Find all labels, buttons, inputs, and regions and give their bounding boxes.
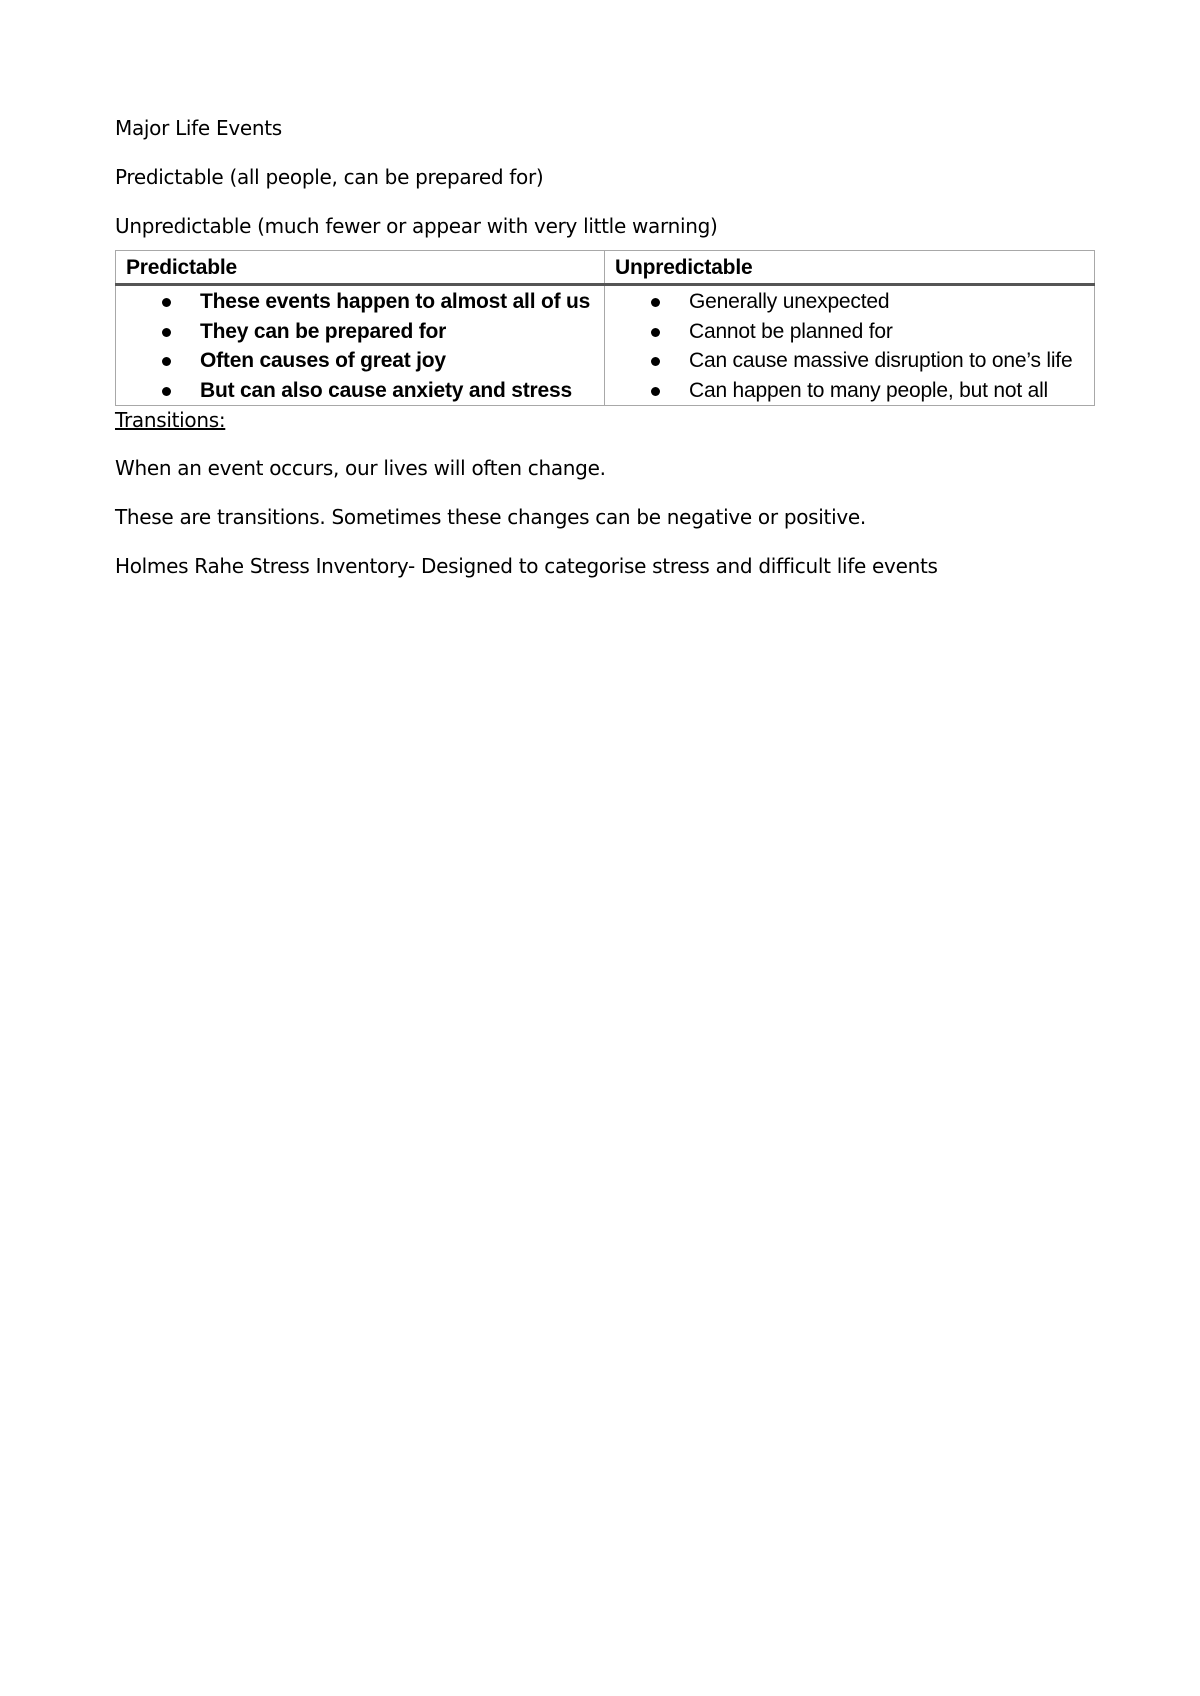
predictable-cell xyxy=(116,285,605,406)
list-item-text: Cannot be planned for xyxy=(689,319,893,343)
table-row xyxy=(116,285,1095,406)
list-item-text: But can also cause anxiety and stress xyxy=(200,378,572,402)
list-item-text: These events happen to almost all of us xyxy=(200,290,591,313)
list-item xyxy=(116,346,594,376)
intro-unpredictable: Unpredictable (much fewer or appear with very little warning) xyxy=(115,214,718,238)
list-item-text: Often causes of great joy xyxy=(200,349,446,372)
bullet-icon xyxy=(651,298,660,307)
list-item-text: They can be prepared for xyxy=(200,319,447,343)
list-item xyxy=(116,287,594,317)
predictable-list xyxy=(116,286,604,405)
list-item xyxy=(605,376,1084,406)
list-item-text: Generally unexpected xyxy=(689,290,890,313)
list-item-text: Can happen to many people, but not all xyxy=(689,378,1048,402)
list-item xyxy=(605,346,1084,376)
list-item-text: Can cause massive disruption to one’s life xyxy=(689,349,1073,372)
bullet-icon xyxy=(162,298,171,307)
document-title: Major Life Events xyxy=(115,116,282,140)
bullet-icon xyxy=(651,328,660,337)
bullet-icon xyxy=(651,387,660,396)
events-table xyxy=(115,250,1095,406)
list-item xyxy=(605,287,1084,317)
transitions-heading: Transitions: xyxy=(115,408,226,432)
bullet-icon xyxy=(162,387,171,396)
intro-predictable: Predictable (all people, can be prepared for) xyxy=(115,165,544,189)
document-body xyxy=(115,114,1095,601)
unpredictable-list xyxy=(605,286,1094,405)
bullet-icon xyxy=(162,357,171,366)
list-item xyxy=(605,317,1084,347)
list-item xyxy=(116,376,594,406)
bullet-icon xyxy=(651,357,660,366)
unpredictable-cell xyxy=(605,285,1095,406)
header-predictable: Predictable xyxy=(116,251,605,285)
header-unpredictable: Unpredictable xyxy=(605,251,1095,285)
bullet-icon xyxy=(162,328,171,337)
table-header-row xyxy=(116,251,1095,285)
paragraph-event-change: When an event occurs, our lives will often change. xyxy=(115,456,606,480)
list-item xyxy=(116,317,594,347)
paragraph-holmes-rahe: Holmes Rahe Stress Inventory- Designed to categorise stress and difficult life events xyxy=(115,554,938,578)
paragraph-transitions: These are transitions. Sometimes these changes can be negative or positive. xyxy=(115,505,866,529)
